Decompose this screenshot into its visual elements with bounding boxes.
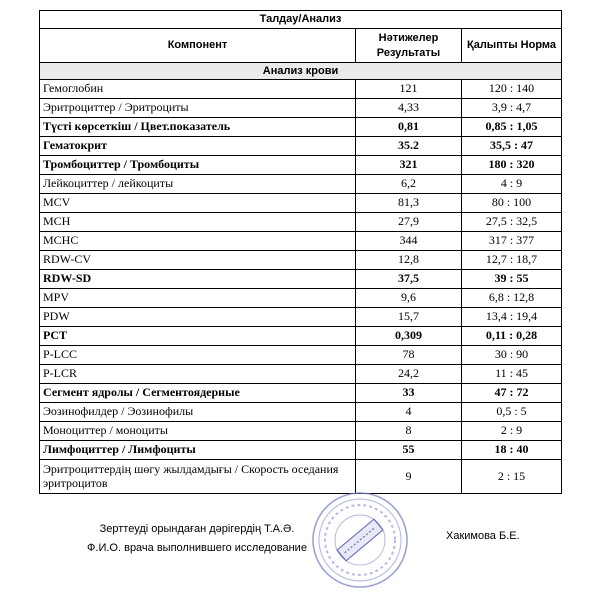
- table-row: [40, 80, 562, 99]
- cell-result: 344: [356, 232, 462, 251]
- table-row: [40, 99, 562, 118]
- cell-norm: 0,5 : 5: [462, 403, 562, 422]
- cell-norm: 3,9 : 4,7: [462, 99, 562, 118]
- cell-result: 81,3: [356, 194, 462, 213]
- table-row: [40, 137, 562, 156]
- cell-component: Гематокрит: [40, 137, 356, 156]
- cell-norm: 0,11 : 0,28: [462, 327, 562, 346]
- cell-component: Гемоглобин: [40, 80, 356, 99]
- doctor-name: Хакимова Б.Е.: [446, 530, 520, 542]
- cell-result: 9,6: [356, 289, 462, 308]
- cell-component: P-LCC: [40, 346, 356, 365]
- cell-result: 55: [356, 441, 462, 460]
- cell-norm: 120 : 140: [462, 80, 562, 99]
- table-header-row: [40, 29, 562, 63]
- cell-norm: 80 : 100: [462, 194, 562, 213]
- cell-component: MCHC: [40, 232, 356, 251]
- cell-norm: 13,4 : 19,4: [462, 308, 562, 327]
- doctor-label-ru: Ф.И.О. врача выполнившего исследование: [87, 542, 307, 554]
- header-component: Компонент: [40, 29, 356, 63]
- cell-component: Лимфоциттер / Лимфоциты: [40, 441, 356, 460]
- cell-result: 321: [356, 156, 462, 175]
- cell-norm: 35,5 : 47: [462, 137, 562, 156]
- table-row: [40, 365, 562, 384]
- section-title: Анализ крови: [40, 63, 562, 80]
- cell-result: 0,309: [356, 327, 462, 346]
- cell-component: Эритроциттер / Эритроциты: [40, 99, 356, 118]
- cell-norm: 11 : 45: [462, 365, 562, 384]
- header-results-ru: Результаты: [376, 46, 441, 59]
- cell-norm: 39 : 55: [462, 270, 562, 289]
- cell-norm: 0,85 : 1,05: [462, 118, 562, 137]
- cell-result: 33: [356, 384, 462, 403]
- table-row: [40, 289, 562, 308]
- cell-result: 4,33: [356, 99, 462, 118]
- table-row: [40, 441, 562, 460]
- cell-norm: 6,8 : 12,8: [462, 289, 562, 308]
- table-title: Талдау/Анализ: [40, 11, 562, 29]
- cell-component: Моноциттер / моноциты: [40, 422, 356, 441]
- table-row: [40, 194, 562, 213]
- table-row: [40, 156, 562, 175]
- cell-result: 8: [356, 422, 462, 441]
- analysis-sheet: [39, 10, 561, 494]
- cell-result: 12,8: [356, 251, 462, 270]
- cell-norm: 27,5 : 32,5: [462, 213, 562, 232]
- cell-result: 6,2: [356, 175, 462, 194]
- cell-norm: 47 : 72: [462, 384, 562, 403]
- section-row: [40, 63, 562, 80]
- doctor-label-kz: Зерттеуді орындаған дәрігердің Т.А.Ә.: [99, 523, 295, 535]
- table-row: [40, 251, 562, 270]
- cell-result: 0,81: [356, 118, 462, 137]
- cell-component: P-LCR: [40, 365, 356, 384]
- table-row: [40, 422, 562, 441]
- analysis-table: [39, 10, 562, 494]
- cell-norm: 180 : 320: [462, 156, 562, 175]
- cell-component: MPV: [40, 289, 356, 308]
- table-title-row: [40, 11, 562, 29]
- cell-norm: 30 : 90: [462, 346, 562, 365]
- cell-norm: 2 : 9: [462, 422, 562, 441]
- cell-component: RDW-SD: [40, 270, 356, 289]
- table-row: [40, 308, 562, 327]
- cell-result: 121: [356, 80, 462, 99]
- table-row: [40, 175, 562, 194]
- table-row: [40, 118, 562, 137]
- table-row: [40, 460, 562, 494]
- doctor-signature-label: [57, 520, 337, 558]
- cell-component: Сегмент ядролы / Сегментоядерные: [40, 384, 356, 403]
- table-row: [40, 213, 562, 232]
- cell-norm: 2 : 15: [462, 460, 562, 494]
- cell-component: RDW-CV: [40, 251, 356, 270]
- cell-norm: 18 : 40: [462, 441, 562, 460]
- cell-component: Лейкоциттер / лейкоциты: [40, 175, 356, 194]
- cell-result: 9: [356, 460, 462, 494]
- cell-component: PDW: [40, 308, 356, 327]
- cell-result: 78: [356, 346, 462, 365]
- cell-component: MCH: [40, 213, 356, 232]
- cell-component: Эритроциттердің шөгу жылдамдығы / Скорость оседания эритроцитов: [40, 460, 356, 494]
- table-body: [40, 63, 562, 494]
- cell-result: 15,7: [356, 308, 462, 327]
- cell-result: 27,9: [356, 213, 462, 232]
- table-row: [40, 232, 562, 251]
- table-row: [40, 346, 562, 365]
- clinic-stamp-icon: [308, 488, 412, 592]
- table-row: [40, 384, 562, 403]
- cell-result: 37,5: [356, 270, 462, 289]
- header-results: [356, 29, 462, 63]
- cell-component: PCT: [40, 327, 356, 346]
- cell-norm: 4 : 9: [462, 175, 562, 194]
- header-results-kz: Нәтижелер: [378, 32, 439, 45]
- cell-component: MCV: [40, 194, 356, 213]
- table-row: [40, 403, 562, 422]
- cell-result: 24,2: [356, 365, 462, 384]
- cell-component: Түсті көрсеткіш / Цвет.показатель: [40, 118, 356, 137]
- cell-component: Тромбоциттер / Тромбоциты: [40, 156, 356, 175]
- cell-component: Эозинофилдер / Эозинофилы: [40, 403, 356, 422]
- header-norm: Қалыпты Норма: [462, 29, 562, 63]
- table-row: [40, 270, 562, 289]
- cell-norm: 12,7 : 18,7: [462, 251, 562, 270]
- cell-result: 35.2: [356, 137, 462, 156]
- cell-result: 4: [356, 403, 462, 422]
- cell-norm: 317 : 377: [462, 232, 562, 251]
- table-row: [40, 327, 562, 346]
